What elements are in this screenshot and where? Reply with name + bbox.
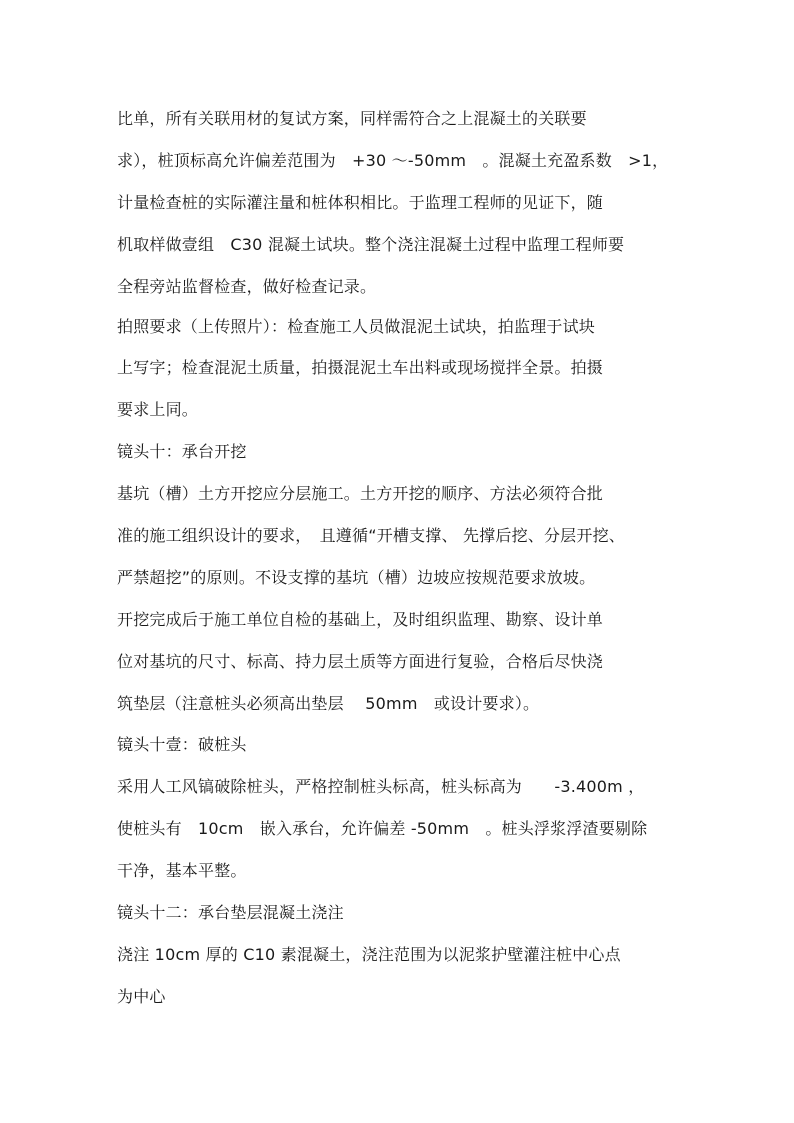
paragraph-line: 干净，基本平整。	[117, 861, 247, 880]
paragraph-line: 求），桩顶标高允许偏差范围为 +30 ～-50mm 。混凝土充盈系数 >1，	[117, 151, 669, 170]
paragraph-line: 使桩头有 10cm 嵌入承台，允许偏差 -50mm 。桩头浮浆浮渣要剔除	[117, 819, 648, 838]
section-heading-10: 镜头十：承台开挖	[117, 442, 247, 461]
paragraph-line: 严禁超挖”的原则。不设支撑的基坑（槽）边坡应按规范要求放坡。	[117, 568, 596, 587]
paragraph-line: 计量检查桩的实际灌注量和桩体积相比。于监理工程师的见证下，随	[117, 193, 604, 212]
paragraph-line: 比单，所有关联用材的复试方案，同样需符合之上混凝土的关联要	[117, 109, 587, 128]
section-heading-11: 镜头十壹：破桩头	[117, 735, 247, 754]
paragraph-line: 浇注 10cm 厚的 C10 素混凝土，浇注范围为以泥浆护壁灌注桩中心点	[117, 945, 621, 964]
paragraph-line: 开挖完成后于施工单位自检的基础上，及时组织监理、勘察、设计单	[117, 610, 604, 629]
paragraph-line: 要求上同。	[117, 400, 199, 419]
paragraph-line: 筑垫层（注意桩头必须高出垫层 50mm 或设计要求）。	[117, 694, 540, 713]
paragraph-line: 采用人工风镐破除桩头，严格控制桩头标高，桩头标高为 -3.400m ，	[117, 777, 645, 796]
paragraph-line: 准的施工组织设计的要求， 且遵循“开槽支撑、 先撑后挖、分层开挖、	[117, 526, 625, 545]
section-heading-12: 镜头十二：承台垫层混凝土浇注	[117, 903, 344, 922]
paragraph-line: 全程旁站监督检查，做好检查记录。	[117, 277, 377, 296]
paragraph-line: 上写字；检查混泥土质量，拍摄混泥土车出料或现场搅拌全景。拍摄	[117, 358, 604, 377]
paragraph-line: 机取样做壹组 C30 混凝土试块。整个浇注混凝土过程中监理工程师要	[117, 235, 625, 254]
paragraph-line: 拍照要求（上传照片）：检查施工人员做混泥土试块，拍监理于试块	[117, 317, 596, 336]
paragraph-line: 基坑（槽）土方开挖应分层施工。土方开挖的顺序、方法必须符合批	[117, 484, 604, 503]
paragraph-line: 位对基坑的尺寸、标高、持力层土质等方面进行复验，合格后尽快浇	[117, 652, 604, 671]
paragraph-line: 为中心	[117, 987, 166, 1006]
